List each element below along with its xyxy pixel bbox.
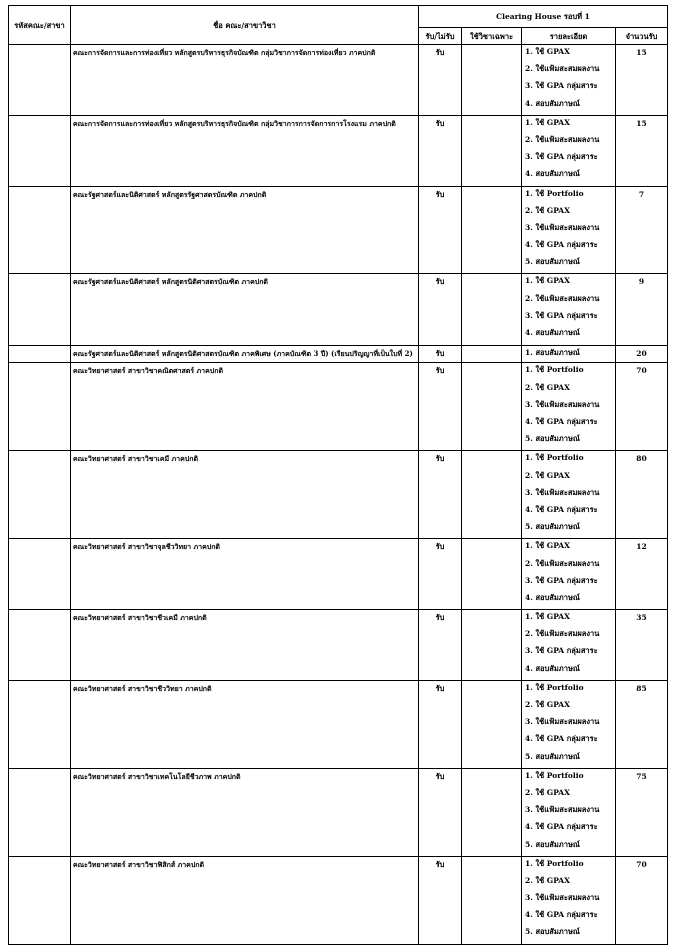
accept-cell: รับ [419,115,462,186]
header-code: รหัสคณะ/สาขา [9,6,71,45]
detail-item: 3. ใช้แฟ้มสะสมผลงาน [525,487,600,497]
detail-item: 3. ใช้ GPA กลุ่มสาระ [525,81,598,91]
detail-item: 2. ใช้ GPAX [525,787,570,797]
count-cell: 35 [616,610,668,681]
details-cell [522,363,616,451]
header-round: Clearing House รอบที่ 1 [419,6,668,28]
program-name-cell: คณะวิทยาศาสตร์ สาขาวิชาชีวเคมี ภาคปกติ [71,610,419,681]
code-cell [9,186,71,274]
detail-item: 5. สอบสัมภาษณ์ [525,751,580,761]
table-row [9,768,668,856]
code-cell [9,856,71,944]
detail-item: 3. ใช้ GPA กลุ่มสาระ [525,152,598,162]
code-cell [9,45,71,116]
detail-item: 3. ใช้ GPA กลุ่มสาระ [525,646,598,656]
detail-item: 4. สอบสัมภาษณ์ [525,663,580,673]
detail-item: 5. สอบสัมภาษณ์ [525,434,580,444]
table-row [9,451,668,539]
special-subject-cell [462,680,522,768]
details-cell [522,768,616,856]
program-name-cell: คณะวิทยาศาสตร์ สาขาวิชาเทคโนโลยีชีวภาพ ภาคปกติ [71,768,419,856]
program-name-cell: คณะวิทยาศาสตร์ สาขาวิชาคณิตศาสตร์ ภาคปกติ [71,363,419,451]
detail-item: 1. ใช้ GPAX [525,47,570,56]
table-row [9,346,668,363]
accept-cell: รับ [419,539,462,610]
detail-item: 3. ใช้แฟ้มสะสมผลงาน [525,893,600,903]
detail-item: 3. ใช้แฟ้มสะสมผลงาน [525,399,600,409]
detail-item: 1. ใช้ GPAX [525,541,570,551]
accept-cell: รับ [419,610,462,681]
detail-item: 2. ใช้ GPAX [525,382,570,392]
special-subject-cell [462,186,522,274]
code-cell [9,680,71,768]
detail-item: 2. ใช้ GPAX [525,470,570,480]
detail-item: 2. ใช้แฟ้มสะสมผลงาน [525,293,600,303]
table-row [9,115,668,186]
detail-item: 2. ใช้ GPAX [525,205,570,215]
table-row [9,45,668,116]
detail-item: 1. ใช้ GPAX [525,612,570,622]
program-name-cell: คณะวิทยาศาสตร์ สาขาวิชาเคมี ภาคปกติ [71,451,419,539]
table-row [9,186,668,274]
table-row [9,610,668,681]
detail-item: 4. ใช้ GPA กลุ่มสาระ [525,417,598,426]
header-count: จำนวนรับ [616,28,668,45]
details-cell [522,856,616,944]
table-row [9,363,668,451]
detail-item: 1. ใช้ GPAX [525,276,570,286]
details-cell [522,680,616,768]
program-name-cell: คณะการจัดการและการท่องเที่ยว หลักสูตรบริหารธุรกิจบัณฑิต กลุ่มวิชาการการจัดการการโรงแรม ภาคปกติ [71,115,419,186]
special-subject-cell [462,768,522,856]
special-subject-cell [462,274,522,346]
accept-cell: รับ [419,45,462,116]
program-name-cell: คณะรัฐศาสตร์และนิติศาสตร์ หลักสูตรรัฐศาสตรบัณฑิต ภาคปกติ [71,186,419,274]
header-accept: รับ/ไม่รับ [419,28,462,45]
count-cell: 9 [616,274,668,346]
special-subject-cell [462,610,522,681]
code-cell [9,610,71,681]
accept-cell: รับ [419,856,462,944]
count-cell: 70 [616,856,668,944]
count-cell: 70 [616,363,668,451]
detail-item: 1. ใช้ Portfolio [525,858,584,868]
detail-item: 5. สอบสัมภาษณ์ [525,927,580,937]
detail-item: 2. ใช้แฟ้มสะสมผลงาน [525,558,600,568]
program-name-cell: คณะรัฐศาสตร์และนิติศาสตร์ หลักสูตรนิติศาสตรบัณฑิต ภาคพิเศษ (ภาคบัณฑิต 3 ปี) (เรียนปริญญาที่เป็นใบที่ 2) [71,346,419,363]
detail-item: 4. สอบสัมภาษณ์ [525,169,580,179]
detail-item: 3. ใช้แฟ้มสะสมผลงาน [525,805,600,815]
program-name-cell: คณะการจัดการและการท่องเที่ยว หลักสูตรบริหารธุรกิจบัณฑิต กลุ่มวิชาการจัดการท่องเที่ยว ภาคปกติ [71,45,419,116]
detail-item: 4. สอบสัมภาษณ์ [525,592,580,602]
table-row [9,856,668,944]
accept-cell: รับ [419,451,462,539]
detail-item: 4. สอบสัมภาษณ์ [525,328,580,337]
count-cell: 12 [616,539,668,610]
count-cell: 80 [616,451,668,539]
detail-item: 5. สอบสัมภาษณ์ [525,522,580,532]
details-cell [522,346,616,363]
table-row [9,539,668,610]
table-row [9,680,668,768]
special-subject-cell [462,539,522,610]
code-cell [9,115,71,186]
detail-item: 1. ใช้ Portfolio [525,365,584,375]
special-subject-cell [462,363,522,451]
code-cell [9,363,71,451]
detail-item: 1. ใช้ Portfolio [525,188,584,198]
detail-item: 2. ใช้แฟ้มสะสมผลงาน [525,64,600,74]
detail-item: 2. ใช้แฟ้มสะสมผลงาน [525,629,600,639]
special-subject-cell [462,451,522,539]
special-subject-cell [462,346,522,363]
details-cell [522,45,616,116]
detail-item: 4. ใช้ GPA กลุ่มสาระ [525,504,598,514]
special-subject-cell [462,115,522,186]
accept-cell: รับ [419,768,462,856]
details-cell [522,539,616,610]
details-cell [522,115,616,186]
code-cell [9,451,71,539]
special-subject-cell [462,856,522,944]
count-cell: 15 [616,45,668,116]
detail-item: 1. ใช้ GPAX [525,117,570,127]
accept-cell: รับ [419,363,462,451]
table-body [9,45,668,945]
detail-item: 4. สอบสัมภาษณ์ [525,98,580,108]
code-cell [9,539,71,610]
detail-item: 3. ใช้ GPA กลุ่มสาระ [525,310,598,320]
count-cell: 15 [616,115,668,186]
details-cell [522,186,616,274]
count-cell: 85 [616,680,668,768]
accept-cell: รับ [419,346,462,363]
count-cell: 75 [616,768,668,856]
detail-item: 1. ใช้ Portfolio [525,770,584,780]
detail-item: 1. สอบสัมภาษณ์ [525,348,580,358]
detail-item: 5. สอบสัมภาษณ์ [525,257,580,267]
program-name-cell: คณะวิทยาศาสตร์ สาขาวิชาฟิสิกส์ ภาคปกติ [71,856,419,944]
program-name-cell: คณะวิทยาศาสตร์ สาขาวิชาชีววิทยา ภาคปกติ [71,680,419,768]
details-cell [522,610,616,681]
program-name-cell: คณะวิทยาศาสตร์ สาขาวิชาจุลชีววิทยา ภาคปกติ [71,539,419,610]
header-name: ชื่อ คณะ/สาขาวิชา [71,6,419,45]
detail-item: 4. ใช้ GPA กลุ่มสาระ [525,910,598,920]
detail-item: 3. ใช้ GPA กลุ่มสาระ [525,575,598,585]
detail-item: 1. ใช้ Portfolio [525,453,584,463]
detail-item: 4. ใช้ GPA กลุ่มสาระ [525,240,598,250]
code-cell [9,768,71,856]
special-subject-cell [462,45,522,116]
code-cell [9,274,71,346]
detail-item: 5. สอบสัมภาษณ์ [525,839,580,849]
code-cell [9,346,71,363]
accept-cell: รับ [419,274,462,346]
detail-item: 2. ใช้แฟ้มสะสมผลงาน [525,134,600,144]
detail-item: 2. ใช้ GPAX [525,875,570,885]
detail-item: 3. ใช้แฟ้มสะสมผลงาน [525,717,600,727]
accept-cell: รับ [419,186,462,274]
count-cell: 20 [616,346,668,363]
header-details: รายละเอียด [522,28,616,45]
detail-item: 3. ใช้แฟ้มสะสมผลงาน [525,222,600,232]
table-row [9,274,668,346]
admission-table [8,5,668,945]
details-cell [522,451,616,539]
detail-item: 4. ใช้ GPA กลุ่มสาระ [525,822,598,832]
accept-cell: รับ [419,680,462,768]
details-cell [522,274,616,346]
detail-item: 2. ใช้ GPAX [525,700,570,709]
detail-item: 4. ใช้ GPA กลุ่มสาระ [525,734,598,744]
program-name-cell: คณะรัฐศาสตร์และนิติศาสตร์ หลักสูตรนิติศาสตรบัณฑิต ภาคปกติ [71,274,419,346]
header-special: ใช้วิชาเฉพาะ [462,28,522,45]
count-cell: 7 [616,186,668,274]
detail-item: 1. ใช้ Portfolio [525,682,584,692]
